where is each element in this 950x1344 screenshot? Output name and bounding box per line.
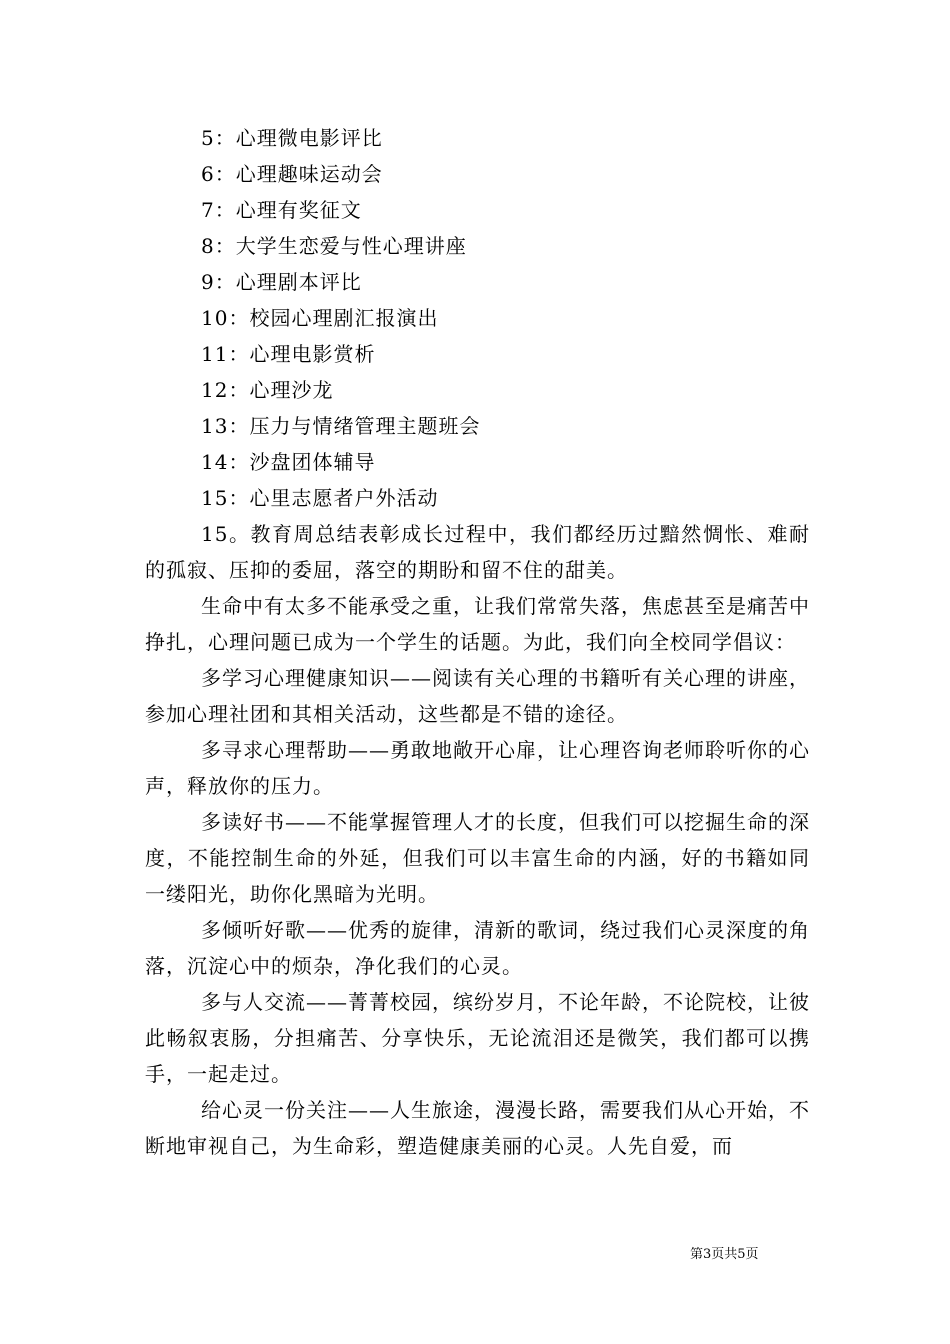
list-item: 14：沙盘团体辅导 [201, 450, 376, 474]
list-item: 9：心理剧本评比 [201, 270, 362, 294]
list-item: 12：心理沙龙 [201, 378, 334, 402]
list-item: 11：心理电影赏析 [201, 342, 376, 366]
list-item: 13：压力与情绪管理主题班会 [201, 414, 481, 438]
paragraph: 多学习心理健康知识——阅读有关心理的书籍听有关心理的讲座，参加心理社团和其相关活动，这些都是不错的途径。 [145, 666, 810, 726]
paragraph: 多与人交流——菁菁校园，缤纷岁月，不论年龄，不论院校，让彼此畅叙衷肠，分担痛苦、分享快乐，无论流泪还是微笑，我们都可以携手，一起走过。 [145, 990, 810, 1086]
page-number-footer: 第3页共5页 [690, 1247, 759, 1262]
paragraph: 给心灵一份关注——人生旅途，漫漫长路，需要我们从心开始，不断地审视自己，为生命彩，塑造健康美丽的心灵。人先自爱，而 [145, 1098, 810, 1158]
page-body [145, 120, 810, 1164]
paragraph: 多读好书——不能掌握管理人才的长度，但我们可以挖掘生命的深度，不能控制生命的外延，但我们可以丰富生命的内涵，好的书籍如同一缕阳光，助你化黑暗为光明。 [145, 810, 810, 906]
list-item: 7：心理有奖征文 [201, 198, 362, 222]
paragraph: 多寻求心理帮助——勇敢地敞开心扉，让心理咨询老师聆听你的心声，释放你的压力。 [145, 738, 810, 798]
paragraph: 多倾听好歌——优秀的旋律，清新的歌词，绕过我们心灵深度的角落，沉淀心中的烦杂，净化我们的心灵。 [145, 918, 810, 978]
list-item: 10：校园心理剧汇报演出 [201, 306, 439, 330]
paragraph: 生命中有太多不能承受之重，让我们常常失落，焦虑甚至是痛苦中挣扎，心理问题已成为一个学生的话题。为此，我们向全校同学倡议： [145, 594, 810, 654]
list-item: 6：心理趣味运动会 [201, 162, 383, 186]
list-item: 15：心里志愿者户外活动 [201, 486, 439, 510]
paragraph: 15。教育周总结表彰成长过程中，我们都经历过黯然惆怅、难耐的孤寂、压抑的委屈，落空的期盼和留不住的甜美。 [145, 522, 810, 582]
list-item: 5：心理微电影评比 [201, 126, 383, 150]
list-item: 8：大学生恋爱与性心理讲座 [201, 234, 467, 258]
